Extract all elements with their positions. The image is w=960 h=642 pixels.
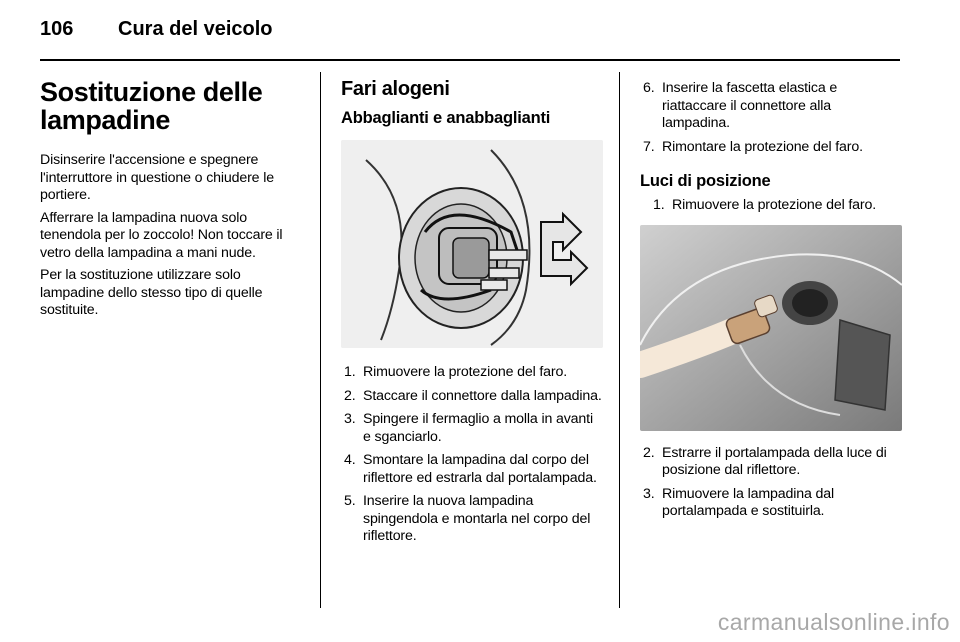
steps-list-continued	[640, 80, 902, 156]
subheading-parking-lights: Luci di posizione	[640, 172, 771, 190]
list-item: 3. Rimuovere la lampadina dal portalampada e sostituirla.	[643, 485, 834, 519]
list-item: 5. Inserire la nuova lampadina spingendola e montarla nel corpo del riflettore.	[344, 493, 591, 544]
steps-list-parking	[650, 197, 902, 215]
list-item: 6. Inserire la fascetta elastica e riattaccare il connettore alla lampadina.	[643, 80, 838, 131]
watermark: carmanualsonline.info	[717, 609, 950, 635]
column-divider-2	[619, 72, 620, 608]
steps-list-headlight	[341, 364, 603, 546]
list-item: 3. Spingere il fermaglio a molla in avanti e sganciarlo.	[344, 411, 593, 445]
list-item: 1. Rimuovere la protezione del faro.	[344, 364, 568, 380]
list-item: 7. Rimontare la protezione del faro.	[643, 138, 863, 155]
list-item: 2. Staccare il connettore dalla lampadina.	[344, 387, 602, 404]
paragraph-3: Per la sostituzione utilizzare solo lampadine dello stesso tipo di quelle sostituite.	[40, 267, 263, 318]
column-left	[40, 78, 302, 325]
list-item: 2. Estrarre il portalampada della luce di posizione dal riflettore.	[643, 444, 887, 478]
list-item: 4. Smontare la lampadina dal corpo del riflettore ed estrarla dal portalampada.	[344, 452, 597, 486]
list-item: 1. Rimuovere la protezione del faro.	[653, 197, 877, 213]
header-rule	[40, 59, 900, 61]
section-title: Cura del veicolo	[118, 18, 273, 40]
column-right	[640, 80, 902, 527]
paragraph-1: Disinserire l'accensione e spegnere l'interruttore in questione o chiudere le portiere.	[40, 152, 274, 203]
heading-bulb-replacement: Sostituzione delle lampadine	[40, 77, 263, 135]
column-divider-1	[320, 72, 321, 608]
parking-light-socket-photo-icon	[640, 225, 902, 431]
steps-list-parking-2	[640, 445, 902, 521]
heading-halogen-headlights: Fari alogeni	[341, 78, 450, 100]
headlamp-bulb-illustration-icon	[341, 140, 603, 348]
column-middle	[341, 78, 603, 552]
paragraph-2: Afferrare la lampadina nuova solo tenendola per lo zoccolo! Non toccare il vetro della lampadina a mani nude.	[40, 209, 283, 261]
page-number: 106	[40, 18, 74, 40]
subheading-high-low-beam: Abbaglianti e anabbaglianti	[341, 109, 551, 127]
